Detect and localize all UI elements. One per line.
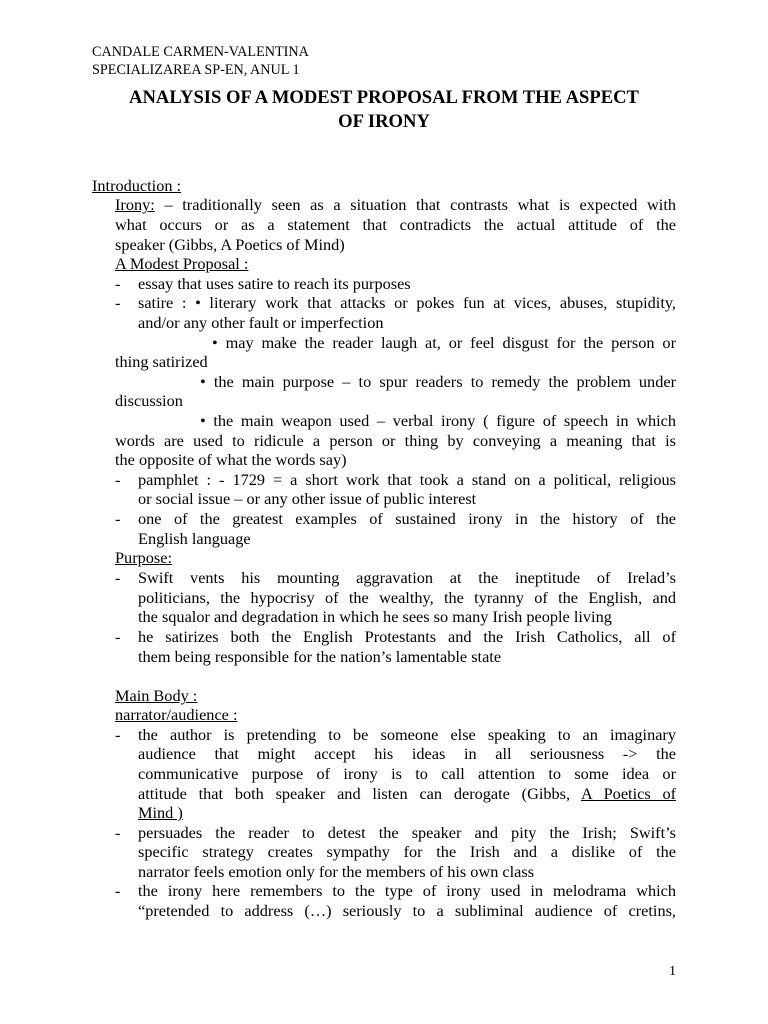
list-item: one of the greatest examples of sustained irony in the history of the xyxy=(138,509,676,528)
bullet-dash: - xyxy=(115,293,121,312)
document-title-line2: OF IRONY xyxy=(338,111,430,132)
subheading-purpose: Purpose: xyxy=(115,548,172,567)
subheading-narrator-audience: narrator/audience : xyxy=(115,705,238,724)
list-item: essay that uses satire to reach its purposes xyxy=(138,274,411,293)
author-name: CANDALE CARMEN-VALENTINA xyxy=(92,44,309,60)
list-item: Swift vents his mounting aggravation at the ineptitude of Irelad’s xyxy=(138,568,676,587)
list-item-continuation: and/or any other fault or imperfection xyxy=(138,313,384,332)
section-heading-introduction: Introduction : xyxy=(92,176,182,195)
bullet-dash: - xyxy=(115,881,121,900)
bullet-dash: - xyxy=(115,274,121,293)
bullet-dash: - xyxy=(115,509,121,528)
irony-definition-line: speaker (Gibbs, A Poetics of Mind) xyxy=(115,235,345,254)
citation-title-continuation: Mind ) xyxy=(138,803,183,822)
satire-subpoint-continuation: the opposite of what the words say) xyxy=(115,450,347,469)
list-item: persuades the reader to detest the speaker and pity the Irish; Swift’s xyxy=(138,823,676,842)
irony-definition-line: Irony: – traditionally seen as a situation that contrasts what is expected with xyxy=(115,195,676,214)
list-item-continuation: specific strategy creates sympathy for the Irish and a dislike of the xyxy=(138,842,676,861)
list-item: satire : • literary work that attacks or pokes fun at vices, abuses, stupidity, xyxy=(138,293,676,312)
bullet-dash: - xyxy=(115,470,121,489)
list-item-continuation: “pretended to address (…) seriously to a subliminal audience of cretins, xyxy=(138,901,676,920)
list-item-continuation: attitude that both speaker and listen can derogate (Gibbs, A Poetics of xyxy=(138,784,677,803)
satire-subpoint: • the main weapon used – verbal irony ( figure of speech in which xyxy=(200,411,676,430)
irony-label: Irony: xyxy=(115,195,155,214)
list-item: pamphlet : - 1729 = a short work that took a stand on a political, religious xyxy=(138,470,676,489)
satire-subpoint: • the main purpose – to spur readers to remedy the problem under xyxy=(200,372,676,391)
list-item: the author is pretending to be someone else speaking to an imaginary xyxy=(138,725,676,744)
page-number: 1 xyxy=(669,964,676,979)
satire-subpoint-continuation: discussion xyxy=(115,391,183,410)
list-item: he satirizes both the English Protestants and the Irish Catholics, all of xyxy=(138,627,676,646)
irony-definition-line: what occurs or as a statement that contradicts the actual attitude of the xyxy=(115,215,676,234)
list-item-continuation: communicative purpose of irony is to call attention to some idea or xyxy=(138,764,676,783)
satire-subpoint: • may make the reader laugh at, or feel disgust for the person or xyxy=(212,333,676,352)
program-line: SPECIALIZAREA SP-EN, ANUL 1 xyxy=(92,62,300,78)
citation-title: A Poetics of xyxy=(580,784,677,803)
bullet-dash: - xyxy=(115,725,121,744)
subheading-modest-proposal: A Modest Proposal : xyxy=(115,254,249,273)
list-item-continuation: politicians, the hypocrisy of the wealthy, the tyranny of the English, and xyxy=(138,588,676,607)
list-item-continuation: audience that might accept his ideas in all seriousness -> the xyxy=(138,744,676,763)
section-heading-main-body: Main Body : xyxy=(115,686,198,705)
list-item-continuation: them being responsible for the nation’s lamentable state xyxy=(138,647,502,666)
bullet-dash: - xyxy=(115,823,121,842)
list-item-continuation: the squalor and degradation in which he sees so many Irish people living xyxy=(138,607,612,626)
document-title: ANALYSIS OF A MODEST PROPOSAL FROM THE ASPECT xyxy=(129,87,639,108)
satire-subpoint-continuation: words are used to ridicule a person or thing by conveying a meaning that is xyxy=(115,431,676,450)
bullet-dash: - xyxy=(115,627,121,646)
list-item-continuation: English language xyxy=(138,529,251,548)
satire-subpoint-continuation: thing satirized xyxy=(115,352,208,371)
list-item-continuation: narrator feels emotion only for the members of his own class xyxy=(138,862,535,881)
list-item: the irony here remembers to the type of irony used in melodrama which xyxy=(138,881,676,900)
bullet-dash: - xyxy=(115,568,121,587)
list-item-continuation: or social issue – or any other issue of public interest xyxy=(138,489,477,508)
